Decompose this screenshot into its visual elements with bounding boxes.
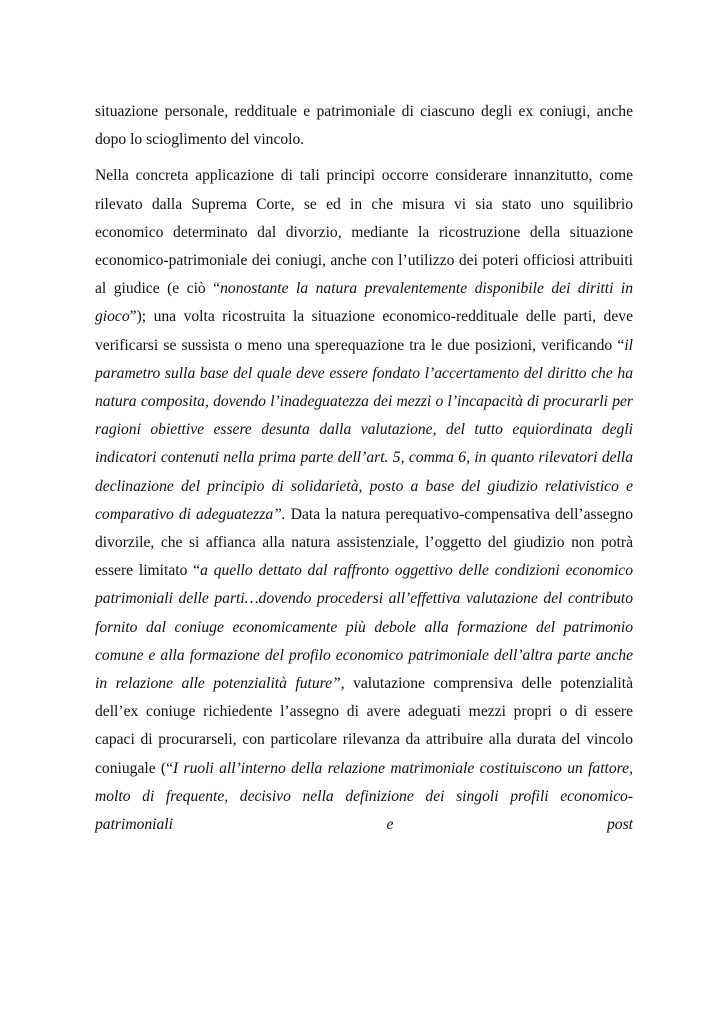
quote-parametro: il parametro sulla base del quale deve essere fondato l’accertamento del diritto che ha natura composita, dovendo l’inadeguatezza dei mezzi o l’incapacità di procurarli per ragioni obiettive essere desunta dalla valutazione, del tutto equiordinata degli indicatori contenuti nella prima parte dell’art. 5, comma 6, in quanto rilevatori della declinazione del principio di solidarietà, posto a base del giudizio relativistico e comparativo di adeguatezza”. — [95, 336, 633, 523]
quote-nonostante: nonostante la natura prevalentemente disponibile dei diritti in gioco — [95, 280, 633, 326]
paragraph-2-text-a: Nella concreta applicazione di tali principi occorre considerare innanzitutto, come rilevato dalla Suprema Corte, se ed in che misura vi sia stato uno squilibrio economico determinato dal divorzio, mediante la ricostruzione della situazione economico-patrimoniale dei coniugi, anche con l’utilizzo dei poteri officiosi attribuiti al giudice (e ciò “ — [95, 167, 633, 298]
paragraph-1 — [95, 98, 633, 154]
paragraph-1-text: situazione personale, reddituale e patrimoniale di ciascuno degli ex coniugi, anche dopo lo scioglimento del vincolo. — [95, 103, 633, 149]
document-page — [95, 98, 633, 839]
quote-ruoli: I ruoli all’interno della relazione matrimoniale costituiscono un fattore, molto di frequente, decisivo nella definizione dei singoli profili economico-patrimoniali e post — [95, 759, 633, 834]
paragraph-2-text-c: Data la natura perequativo-compensativa dell’assegno divorzile, che si affianca alla natura assistenziale, l’oggetto del giudizio non potrà essere limitato “ — [95, 505, 633, 580]
quote-raffronto: a quello dettato dal raffronto oggettivo delle condizioni economico patrimoniali delle parti…dovendo procedersi all’effettiva valutazione del contributo fornito dal coniuge economicamente più debole alla formazione del patrimonio comune e alla formazione del profilo economico patrimoniale dell’altra parte anche in relazione alle potenzialità future”, — [95, 562, 633, 693]
paragraph-2-text-b: ”); una volta ricostruita la situazione economico-reddituale delle parti, deve verificarsi se sussista o meno una sperequazione tra le due posizioni, verificando “ — [95, 308, 633, 354]
paragraph-2-text-d: valutazione comprensiva delle potenzialità dell’ex coniuge richiedente l’assegno di avere adeguati mezzi propri o di essere capaci di procurarseli, con particolare rilevanza da attribuire alla durata del vincolo coniugale (“ — [95, 675, 633, 777]
paragraph-2 — [95, 162, 633, 839]
